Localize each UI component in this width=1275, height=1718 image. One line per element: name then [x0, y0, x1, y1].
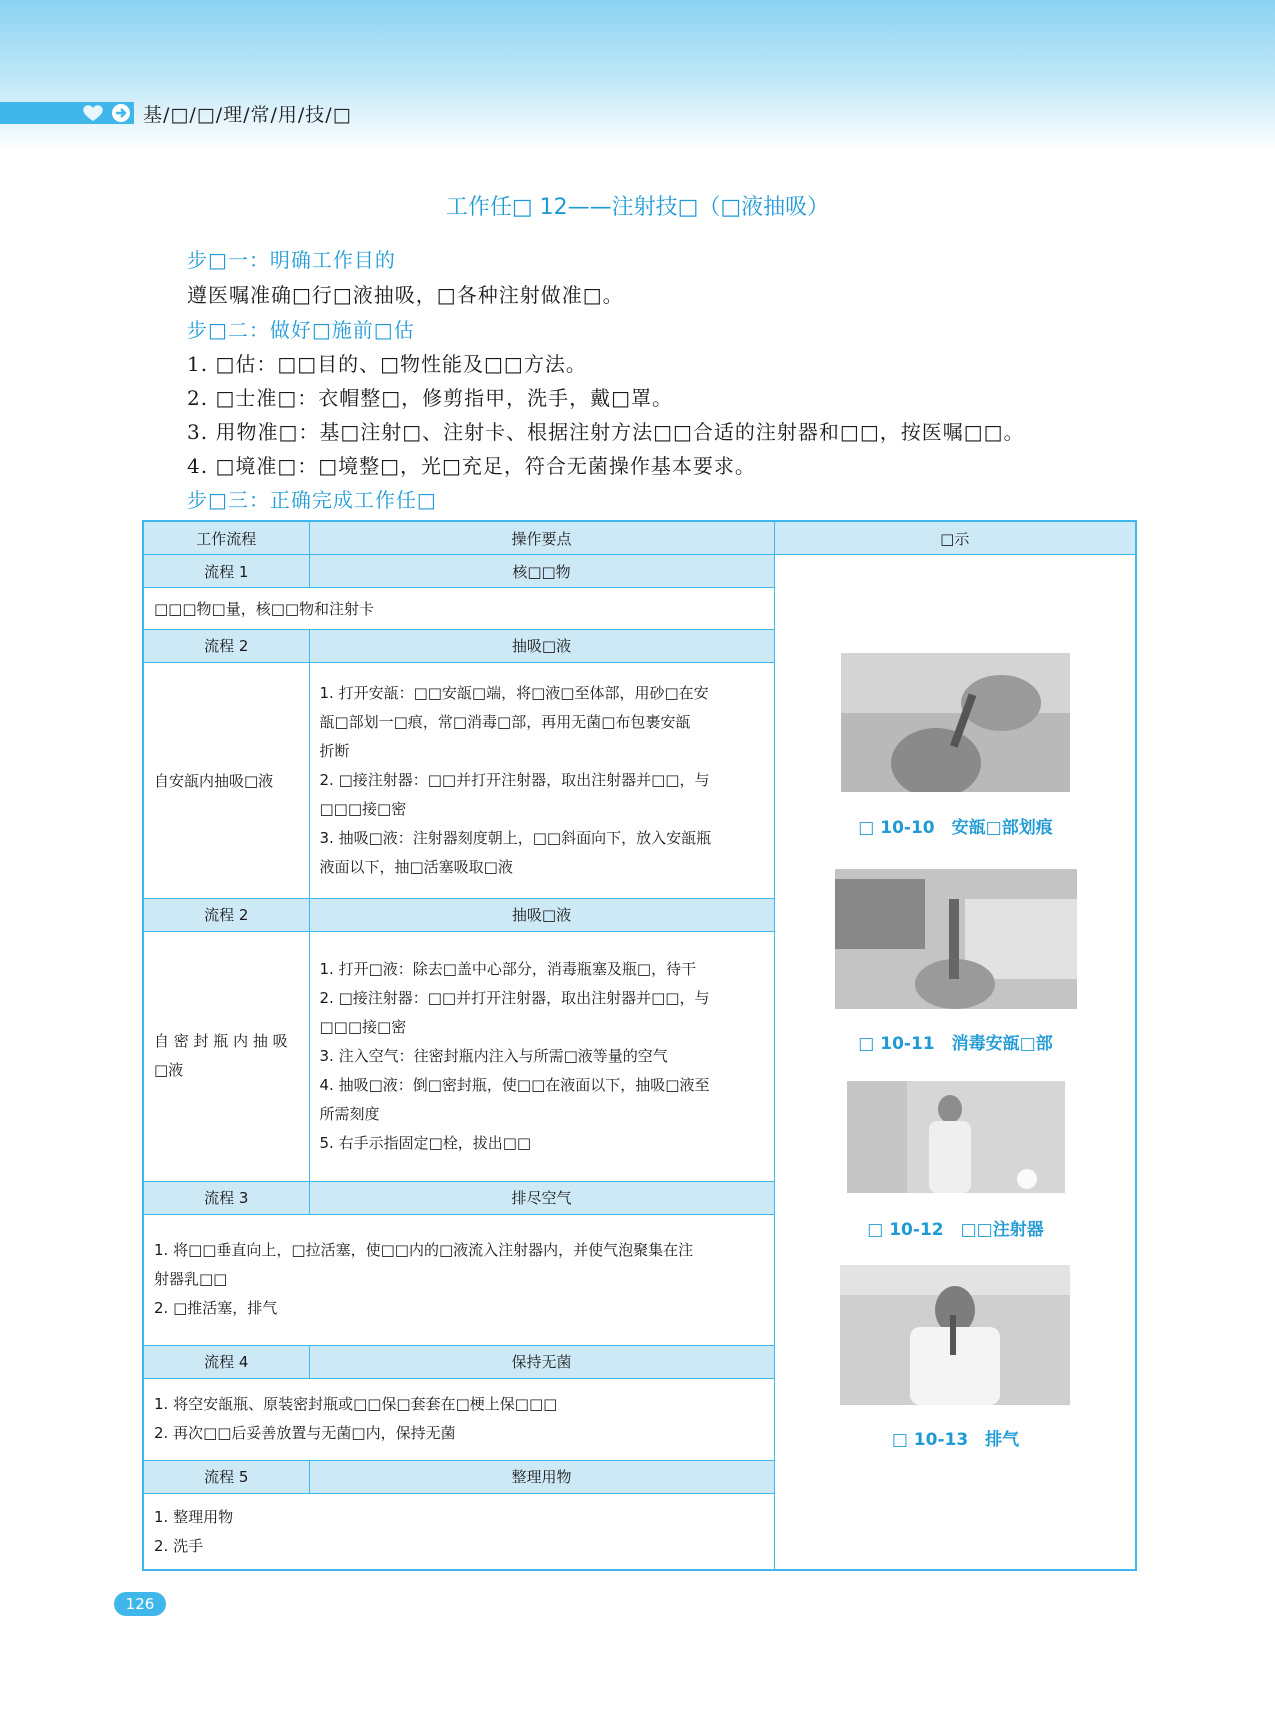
step-line: 液面以下，抽□活塞吸取□液 — [319, 857, 513, 876]
flow-2b-row-label — [143, 932, 309, 1182]
step-one-text: 遵医嘱准确□行□液抽吸，□各种注射做准□。 — [187, 283, 624, 307]
header-workflow: 工作流程 — [143, 521, 309, 555]
flow-2a-title: 抽吸□液 — [309, 629, 774, 662]
flow-3-title: 排尽空气 — [309, 1181, 774, 1214]
row-label-line: □液 — [154, 1061, 184, 1080]
photo-check-syringe — [847, 1081, 1065, 1193]
step-line: 4. 抽吸□液：倒□密封瓶，使□□在液面以下，抽吸□液至 — [319, 1075, 710, 1094]
step-line: 2. 洗手 — [154, 1536, 204, 1555]
photo-ampoule-scoring — [841, 653, 1070, 792]
flow-2a-steps — [309, 663, 774, 899]
caption-10-13: □ 10-13 排气 — [891, 1430, 1020, 1450]
step-line: 瓿□部划一□痕，常□消毒□部，再用无菌□布包裹安瓿 — [319, 712, 691, 731]
header-illustration: □示 — [774, 521, 1136, 555]
step-line: 2. □推活塞，排气 — [154, 1299, 278, 1318]
page-number: 126 — [114, 1592, 166, 1616]
flow-4-title: 保持无菌 — [309, 1345, 774, 1378]
header-band — [0, 0, 1275, 150]
prep-item-1: 1. □估：□□目的、□物性能及□□方法。 — [187, 352, 587, 376]
flow-4-steps — [143, 1378, 774, 1460]
flow-2b-title: 抽吸□液 — [309, 898, 774, 931]
step-line: 5. 右手示指固定□栓，拔出□□ — [319, 1133, 532, 1152]
step-line: □□□接□密 — [319, 799, 407, 818]
step-line: 1. 整理用物 — [154, 1507, 234, 1526]
running-title: 基/□/□/理/常/用/技/□ — [143, 104, 352, 126]
flow-1-label: 流程 1 — [143, 555, 309, 588]
step-three-heading: 步□三：正确完成工作任□ — [187, 488, 437, 512]
flow-1-title: 核□□物 — [309, 555, 774, 588]
step-line: 3. 注入空气：往密封瓶内注入与所需□液等量的空气 — [319, 1046, 668, 1065]
step-line: 所需刻度 — [319, 1104, 380, 1123]
step-line: 3. 抽吸□液：注射器刻度朝上，□□斜面向下，放入安瓿瓶 — [319, 828, 712, 847]
flow-3-label: 流程 3 — [143, 1181, 309, 1214]
step-two-heading: 步□二：做好□施前□估 — [187, 318, 415, 342]
heart-icon — [82, 104, 104, 122]
step-line: □□□接□密 — [319, 1017, 407, 1036]
prep-item-3: 3. 用物准□：基□注射□、注射卡、根据注射方法□□合适的注射器和□□，按医嘱□□。 — [187, 420, 1025, 444]
photo-expel-air — [840, 1265, 1070, 1405]
step-line: 射器乳□□ — [154, 1270, 228, 1289]
arrow-right-icon — [110, 103, 132, 123]
row-label-line: 自 密 封 瓶 内 抽 吸 — [154, 1032, 288, 1051]
step-line: 2. □接注射器：□□并打开注射器，取出注射器并□□，与 — [319, 988, 710, 1007]
step-line: 1. 打开□液：除去□盖中心部分，消毒瓶塞及瓶□，待干 — [319, 959, 697, 978]
prep-item-4: 4. □境准□：□境整□，光□充足，符合无菌操作基本要求。 — [187, 454, 756, 478]
illustration-column — [774, 555, 1136, 1571]
task-title: 工作任□ 12——注射技□（□液抽吸） — [445, 195, 830, 220]
photo-disinfect-ampoule — [835, 869, 1077, 1009]
step-line: 1. 打开安瓿：□□安瓿□端，将□液□至体部，用砂□在安 — [319, 683, 709, 702]
step-line: 1. 将空安瓿瓶、原装密封瓶或□□保□套套在□梗上保□□□ — [154, 1395, 558, 1414]
header-key-points: 操作要点 — [309, 521, 774, 555]
step-line: 折断 — [319, 741, 350, 760]
flow-2a-row-label: 自安瓿内抽吸□液 — [143, 663, 309, 899]
caption-10-10: □ 10-10 安瓿□部划痕 — [858, 818, 1053, 838]
caption-10-11: □ 10-11 消毒安瓿□部 — [858, 1034, 1053, 1054]
step-line: 1. 将□□垂直向上，□拉活塞，使□□内的□液流入注射器内，并使气泡聚集在注 — [154, 1241, 694, 1260]
caption-10-12: □ 10-12 □□注射器 — [867, 1220, 1044, 1240]
flow-2a-label: 流程 2 — [143, 629, 309, 662]
flow-2b-label: 流程 2 — [143, 898, 309, 931]
prep-item-2: 2. □士准□：衣帽整□，修剪指甲，洗手，戴□罩。 — [187, 386, 674, 410]
flow-4-label: 流程 4 — [143, 1345, 309, 1378]
flow-5-label: 流程 5 — [143, 1460, 309, 1493]
flow-5-title: 整理用物 — [309, 1460, 774, 1493]
step-line: 2. 再次□□后妥善放置与无菌□内，保持无菌 — [154, 1424, 456, 1443]
flow-1-text: □□□物□量，核□□物和注射卡 — [143, 588, 774, 629]
step-line: 2. □接注射器：□□并打开注射器，取出注射器并□□，与 — [319, 770, 710, 789]
step-one-heading: 步□一：明确工作目的 — [187, 248, 396, 272]
flow-2b-steps — [309, 932, 774, 1182]
procedure-table — [142, 520, 1137, 1571]
flow-3-steps — [143, 1215, 774, 1345]
flow-5-steps — [143, 1494, 774, 1570]
